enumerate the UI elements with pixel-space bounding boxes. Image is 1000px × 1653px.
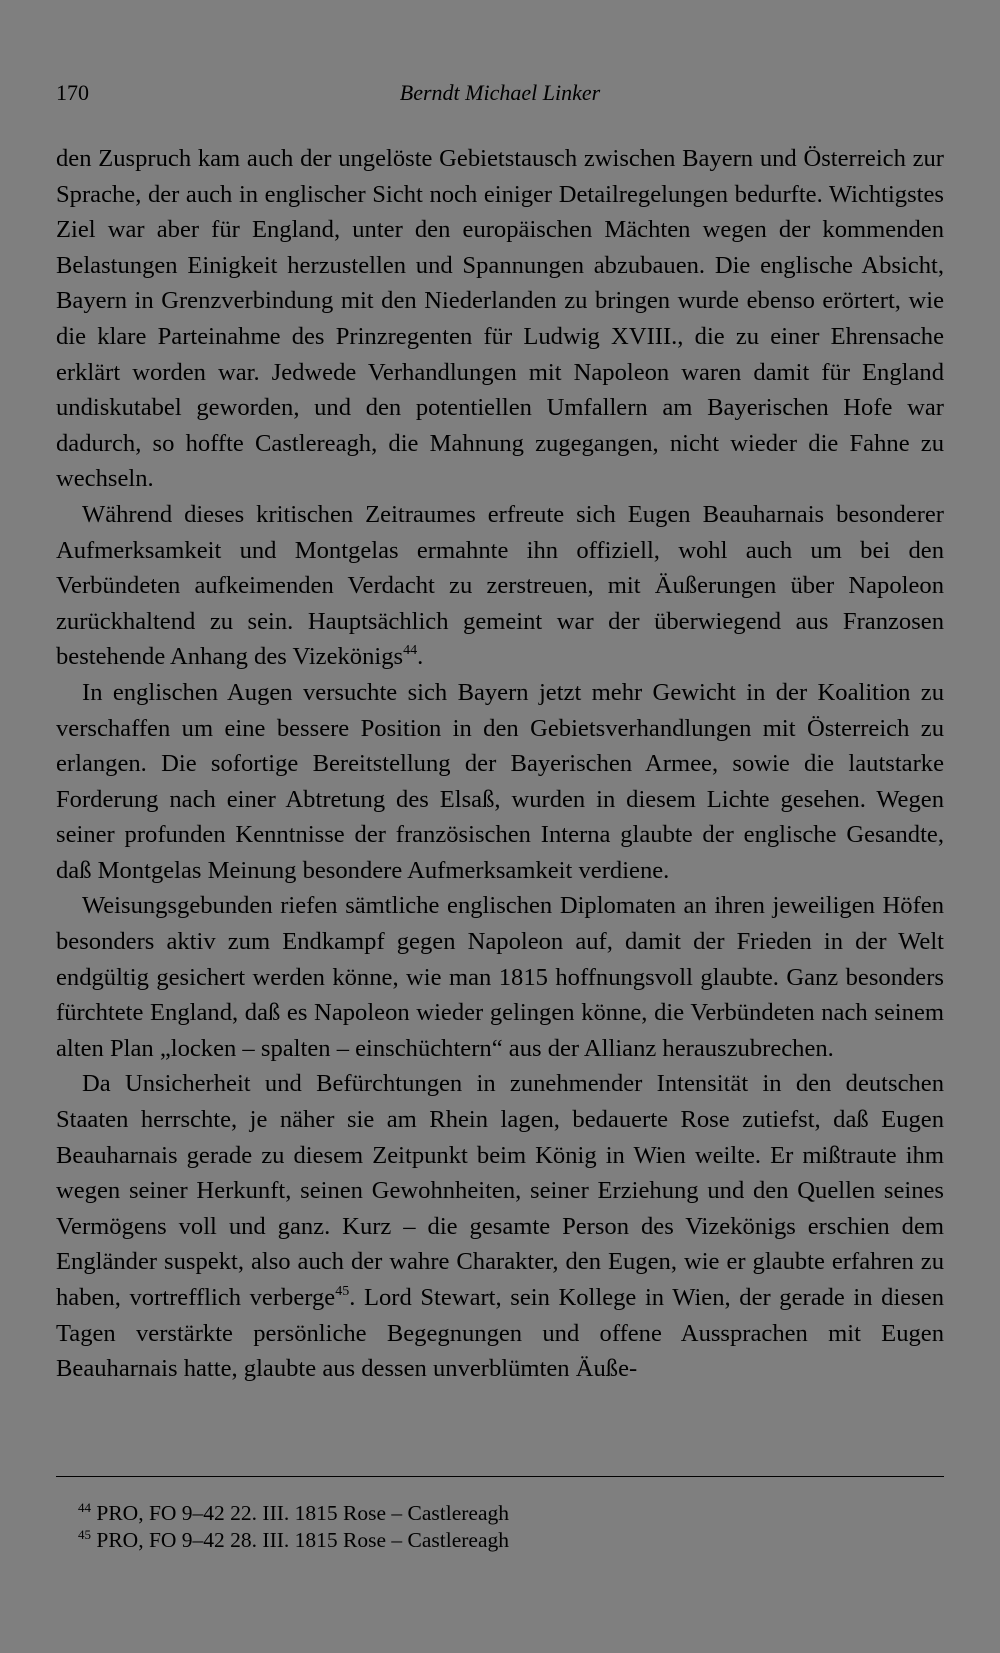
body-text (56, 141, 944, 1387)
paragraph (56, 675, 944, 889)
footnote (78, 1527, 928, 1554)
paragraph (56, 141, 944, 497)
paragraph-text: den Zuspruch kam auch der ungelöste Gebietstausch zwischen Bayern und Österreich zur Sprache, der auch in englischer Sicht noch einiger Detailregelungen bedurfte. Wichtigstes Ziel war aber für England, unter den europäischen Mächten wegen der kommenden Belastungen Einigkeit herzustellen und Spannungen abzubauen. Die englische Absicht, Bayern in Grenzverbindung mit den Niederlanden zu bringen wurde ebenso erörtert, wie die klare Parteinahme des Prinzregenten für Ludwig XVIII., die zu einer Ehrensache erklärt worden war. Jedwede Verhandlungen mit Napoleon waren damit für England undiskutabel geworden, und den potentiellen Umfallern am Bayerischen Hofe war dadurch, so hoffte Castlereagh, die Mahnung zugegangen, nicht wieder die Fahne zu wechseln. (56, 145, 944, 493)
footnote (78, 1500, 928, 1527)
paragraph-text: Während dieses kritischen Zeitraumes erfreute sich Eugen Beauharnais besonderer Aufmerksamkeit und Montgelas ermahnte ihn offiziell, wohl auch um bei den Verbündeten aufkeimenden Verdacht zu zerstreuen, mit Äußerungen über Napoleon zurückhaltend zu sein. Hauptsächlich gemeint war der überwiegend aus Franzosen bestehende Anhang des Vizekönigs (56, 500, 944, 671)
footnote-divider (56, 1476, 944, 1477)
footnote-number: 44 (78, 1500, 91, 1515)
footnote-text: PRO, FO 9–42 22. III. 1815 Rose – Castlereagh (96, 1501, 510, 1525)
paragraph-text: In englischen Augen versuchte sich Bayern jetzt mehr Gewicht in der Koalition zu verschaffen um eine bessere Position in den Gebietsverhandlungen mit Österreich zu erlangen. Die sofortige Bereitstellung der Bayerischen Armee, sowie die lautstarke Forderung nach einer Abtretung des Elsaß, wurden in diesem Lichte gesehen. Wegen seiner profunden Kenntnisse der französischen Interna glaubte der englische Gesandte, daß Montgelas Meinung besondere Aufmerksamkeit verdiene. (56, 678, 944, 884)
paragraph (56, 497, 944, 675)
page-number: 170 (56, 80, 89, 105)
footnote-number: 45 (78, 1527, 91, 1542)
paragraph-text-tail: . (417, 643, 424, 671)
running-title: Berndt Michael Linker (399, 80, 601, 105)
footnote-marker[interactable]: 45 (335, 1284, 350, 1299)
footnotes (78, 1500, 928, 1554)
paragraph-text: Da Unsicherheit und Befürchtungen in zunehmender Intensität in den deutschen Staaten herrschte, je näher sie am Rhein lagen, bedauerte Rose zutiefst, daß Eugen Beauharnais gerade zu diesem Zeitpunkt beim König in Wien weilte. Er mißtraute ihm wegen seiner Herkunft, seinen Gewohnheiten, seiner Erziehung und den Quellen seines Vermögens voll und ganz. Kurz – die gesamte Person des Vizekönigs erschien dem Engländer suspekt, also auch der wahre Charakter, den Eugen, wie er glaubte erfahren zu haben, vortrefflich verberge (56, 1070, 944, 1311)
book-page (56, 0, 944, 1653)
paragraph (56, 888, 944, 1066)
paragraph-text-tail: . Lord Stewart, sein Kollege in Wien, der gerade in diesen Tagen verstärkte persönliche Begegnungen und offene Aussprachen mit Eugen Beauharnais hatte, glaubte aus dessen unverblümten Äuße- (56, 1284, 944, 1383)
running-head (56, 76, 944, 110)
footnote-text: PRO, FO 9–42 28. III. 1815 Rose – Castlereagh (96, 1528, 510, 1552)
footnote-marker[interactable]: 44 (403, 643, 418, 659)
paragraph (56, 1066, 944, 1386)
paragraph-text: Weisungsgebunden riefen sämtliche englischen Diplomaten an ihren jeweiligen Höfen besonders aktiv zum Endkampf gegen Napoleon auf, damit der Frieden in der Welt endgültig gesichert werden könne, wie man 1815 hoffnungsvoll glaubte. Ganz besonders fürchtete England, daß es Napoleon wieder gelingen könne, die Verbündeten nach seinem alten Plan „locken – spalten – einschüchtern“ aus der Allianz herauszubrechen. (56, 892, 944, 1062)
